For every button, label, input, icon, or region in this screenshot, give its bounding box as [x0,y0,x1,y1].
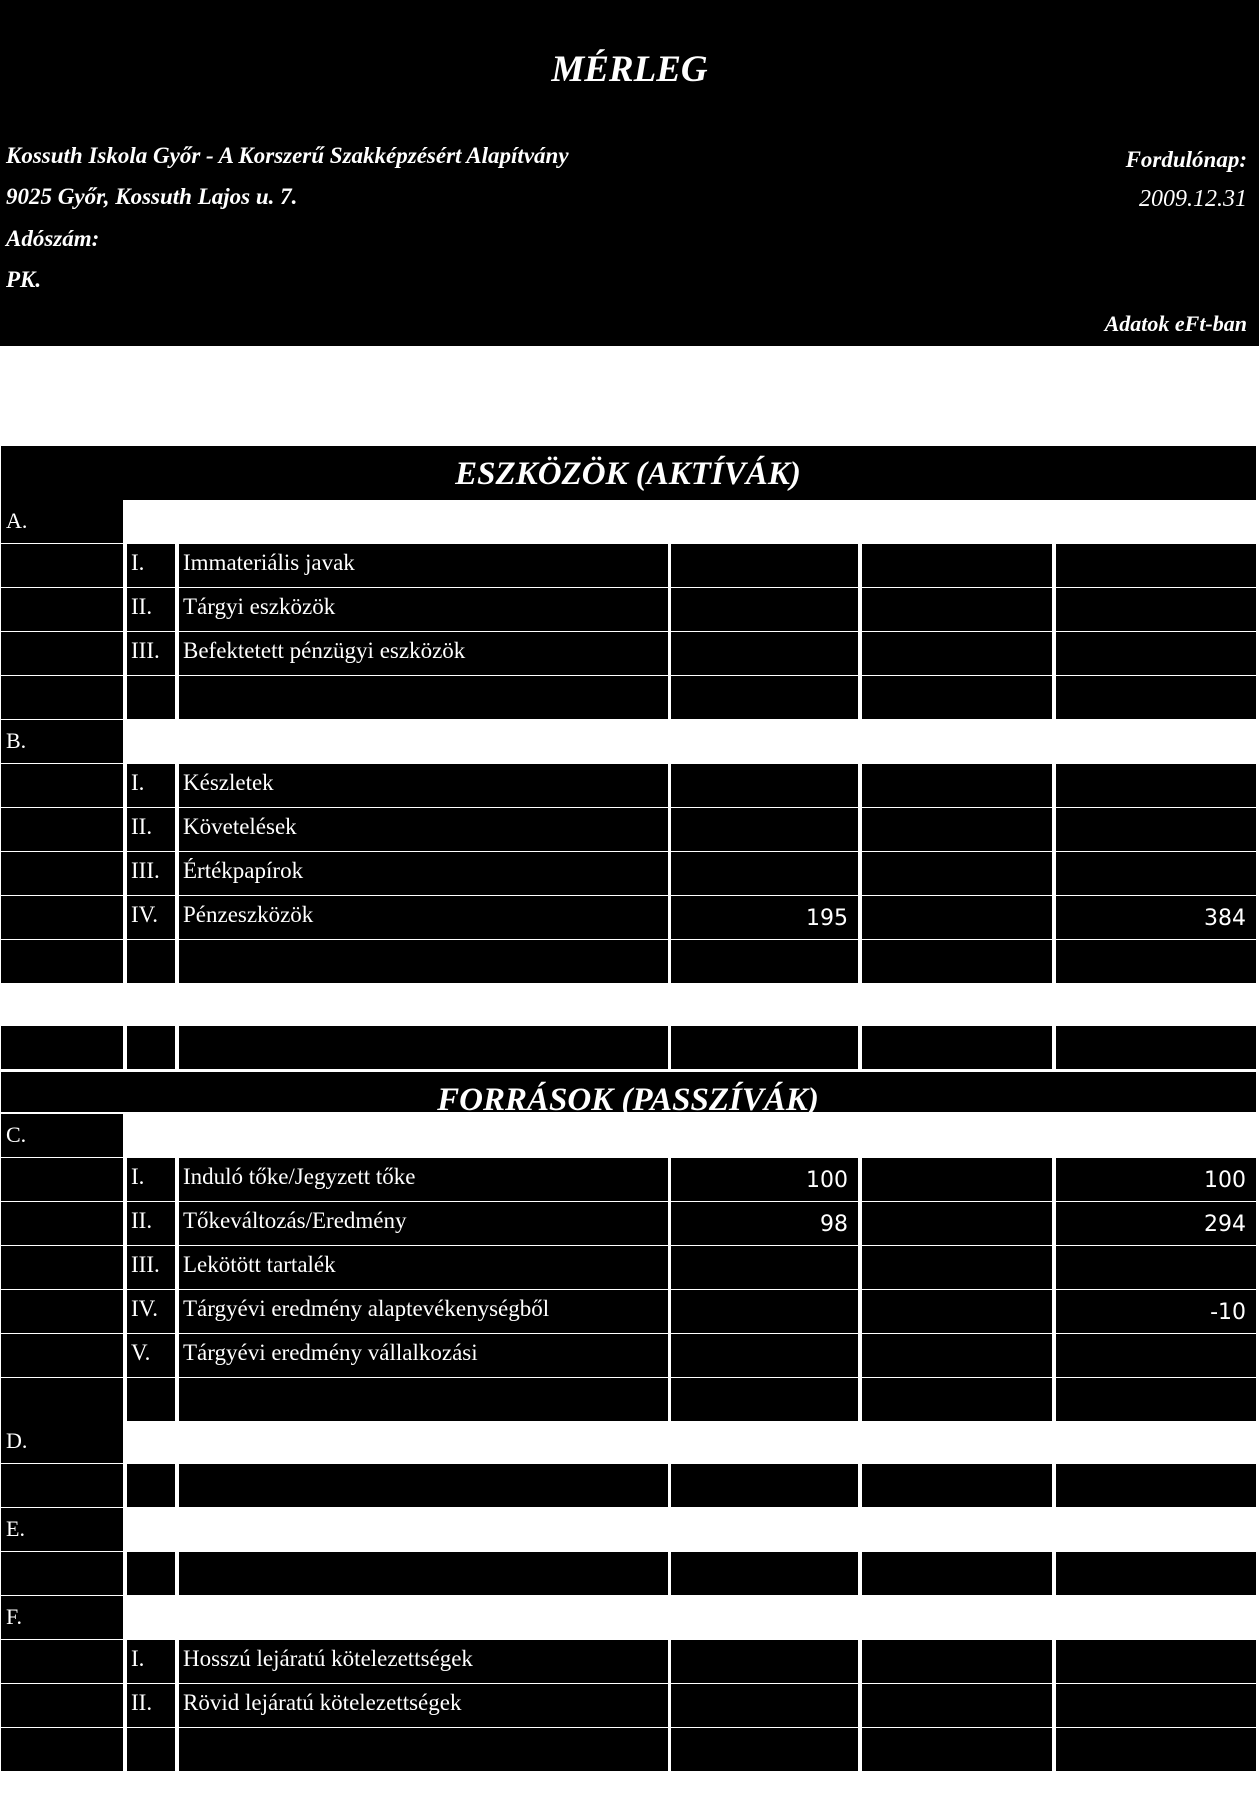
assets-section-title: ESZKÖZÖK (AKTÍVÁK) [455,456,801,492]
table-cell [862,896,1052,939]
table-cell [179,676,668,719]
pk-label: PK. [6,267,42,292]
table-cell [1,1334,123,1377]
row-roman-numeral: I. [131,550,145,575]
table-cell [179,1378,668,1421]
table-cell [862,852,1052,895]
table-cell [1056,1334,1256,1377]
table-cell [862,1290,1052,1333]
table-cell [671,808,858,851]
group-code: D. [6,1428,28,1453]
table-cell [862,544,1052,587]
table-cell [671,1378,858,1421]
turning-date-label: Fordulónap: [1125,147,1247,172]
table-cell [671,1728,858,1771]
table-cell [862,1158,1052,1201]
row-label: Pénzeszközök [183,902,314,927]
group-code: B. [6,728,27,753]
table-cell [862,676,1052,719]
organization-address: 9025 Győr, Kossuth Lajos u. 7. [6,184,298,209]
row-value-prev: 195 [806,906,848,931]
group-code: A. [6,508,28,533]
table-cell [1056,1552,1256,1595]
row-roman-numeral: II. [131,1208,153,1233]
table-cell [671,1026,858,1069]
row-value-curr: -10 [1210,1300,1246,1325]
row-value-curr: 384 [1204,906,1246,931]
table-cell [1,1464,123,1507]
row-roman-numeral: II. [131,814,153,839]
row-roman-numeral: V. [131,1340,151,1365]
table-cell [862,632,1052,675]
table-cell [1,1026,123,1069]
table-cell [1056,1378,1256,1421]
table-cell [862,1640,1052,1683]
table-cell [1056,1026,1256,1069]
table-cell [127,940,175,983]
table-cell [1,1640,123,1683]
tax-number-label: Adószám: [6,226,100,251]
table-cell [127,1378,175,1421]
table-cell [179,1552,668,1595]
table-cell [862,808,1052,851]
table-cell [671,1684,858,1727]
table-cell [862,1684,1052,1727]
row-value-prev: 98 [820,1212,848,1237]
table-cell [1,588,123,631]
group-code: F. [6,1604,22,1629]
row-label: Értékpapírok [183,858,304,883]
row-label: Immateriális javak [183,550,355,575]
row-value-curr: 100 [1204,1168,1246,1193]
table-cell [671,1246,858,1289]
table-cell [862,1464,1052,1507]
row-roman-numeral: IV. [131,1296,159,1321]
row-roman-numeral: III. [131,858,160,883]
liabilities-section-title: FORRÁSOK (PASSZÍVÁK) [437,1082,819,1118]
row-label: Induló tőke/Jegyzett tőke [183,1164,416,1189]
table-cell [179,940,668,983]
table-cell [671,1552,858,1595]
table-cell [671,852,858,895]
table-cell [671,1464,858,1507]
table-cell [862,1552,1052,1595]
row-roman-numeral: I. [131,1646,145,1671]
table-cell [1056,1728,1256,1771]
table-cell [1,896,123,939]
row-roman-numeral: III. [131,638,160,663]
row-label: Készletek [183,770,274,795]
table-cell [1056,1684,1256,1727]
table-cell [1056,544,1256,587]
table-cell [127,1552,175,1595]
table-cell [1056,588,1256,631]
row-roman-numeral: IV. [131,902,159,927]
row-roman-numeral: III. [131,1252,160,1277]
table-cell [1056,676,1256,719]
table-cell [1,1552,123,1595]
table-cell [179,1728,668,1771]
table-cell [1,1684,123,1727]
table-cell [1,1202,123,1245]
table-cell [671,940,858,983]
table-cell [127,1728,175,1771]
group-code: E. [6,1516,25,1541]
table-cell [862,1728,1052,1771]
table-cell [127,676,175,719]
row-label: Rövid lejáratú kötelezettségek [183,1690,462,1715]
table-cell [1056,852,1256,895]
table-cell [862,1202,1052,1245]
table-cell [1056,632,1256,675]
row-roman-numeral: II. [131,1690,153,1715]
row-label: Követelések [183,814,297,839]
table-cell [1056,1464,1256,1507]
table-cell [671,1640,858,1683]
row-label: Tárgyévi eredmény vállalkozási [183,1340,478,1365]
row-label: Tárgyévi eredmény alaptevékenységből [183,1296,550,1321]
table-cell [862,940,1052,983]
page-title: MÉRLEG [551,49,708,90]
table-cell [862,588,1052,631]
table-cell [1,852,123,895]
table-cell [671,1334,858,1377]
row-label: Lekötött tartalék [183,1252,336,1277]
organization-name: Kossuth Iskola Győr - A Korszerű Szakképzésért Alapítvány [6,143,569,168]
table-cell [1056,940,1256,983]
table-cell [862,1246,1052,1289]
table-cell [862,764,1052,807]
table-cell [1056,1246,1256,1289]
table-cell [671,632,858,675]
unit-note: Adatok eFt-ban [1104,311,1247,336]
row-label: Tőkeváltozás/Eredmény [183,1208,407,1233]
table-cell [127,1026,175,1069]
row-roman-numeral: I. [131,1164,145,1189]
table-cell [862,1378,1052,1421]
table-cell [671,1290,858,1333]
table-cell [862,1334,1052,1377]
row-value-curr: 294 [1204,1212,1246,1237]
table-cell [1,1728,123,1771]
group-code: C. [6,1122,27,1147]
table-cell [671,676,858,719]
table-cell [1,808,123,851]
table-cell [671,764,858,807]
turning-date: 2009.12.31 [1139,186,1247,212]
table-cell [862,1026,1052,1069]
table-cell [1056,764,1256,807]
table-cell [1,1290,123,1333]
table-cell [127,1464,175,1507]
table-cell [671,588,858,631]
table-cell [1,544,123,587]
table-cell [1,676,123,719]
table-cell [1056,808,1256,851]
header-block [0,0,1259,346]
row-label: Hosszú lejáratú kötelezettségek [183,1646,473,1671]
table-cell [1,1158,123,1201]
row-roman-numeral: II. [131,594,153,619]
table-cell [1,1378,123,1421]
table-cell [1,632,123,675]
table-cell [1056,1640,1256,1683]
row-value-prev: 100 [806,1168,848,1193]
table-cell [1,764,123,807]
table-cell [1,1246,123,1289]
row-label: Befektetett pénzügyi eszközök [183,638,466,663]
table-cell [671,544,858,587]
row-label: Tárgyi eszközök [183,594,336,619]
table-cell [1,940,123,983]
table-cell [179,1464,668,1507]
table-cell [179,1026,668,1069]
row-roman-numeral: I. [131,770,145,795]
